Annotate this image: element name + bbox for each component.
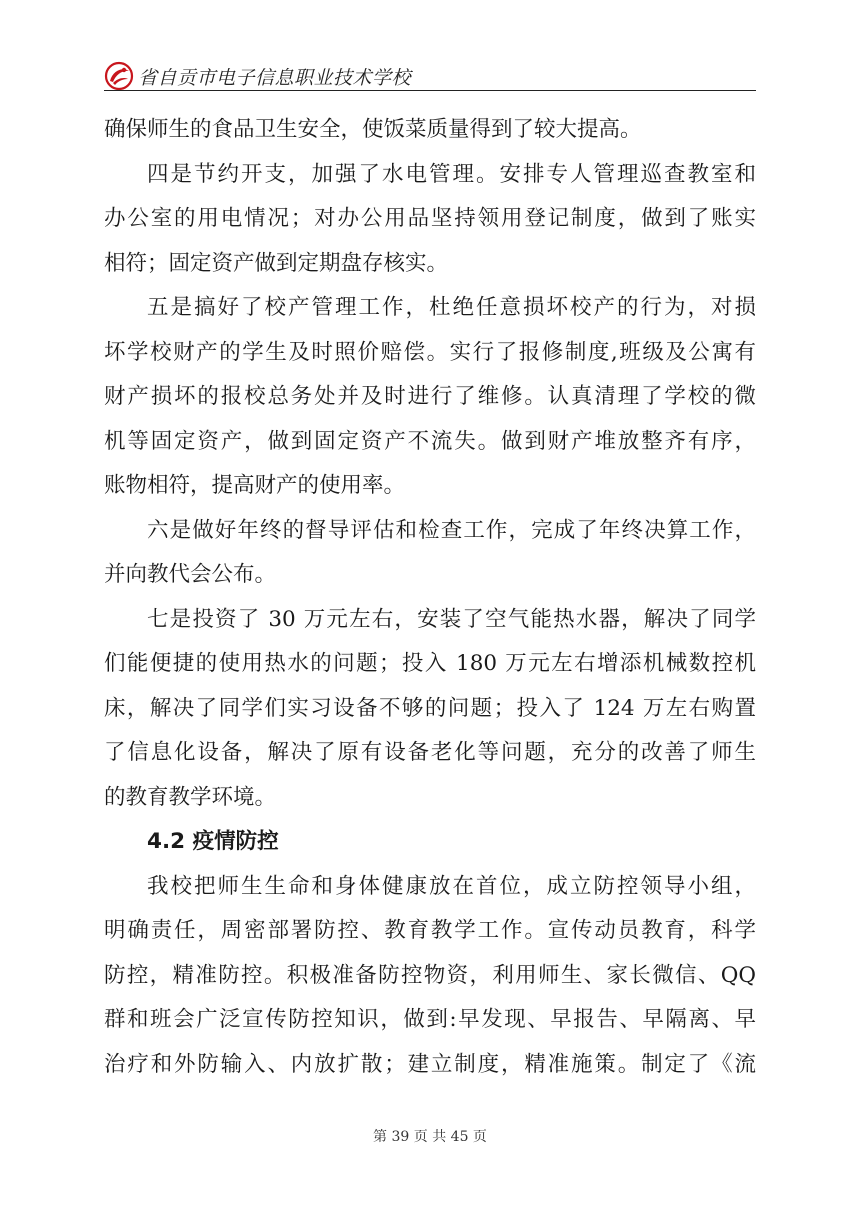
text-line: 七是投资了 30 万元左右，安装了空气能热水器，解决了同学: [147, 606, 756, 632]
text-line: 账物相符，提高财产的使用率。: [104, 473, 406, 498]
section-heading: 4.2 疫情防控: [147, 829, 279, 854]
school-name: 省自贡市电子信息职业技术学校: [138, 67, 412, 89]
text-line: 六是做好年终的督导评估和检查工作，完成了年终决算工作，: [147, 517, 756, 543]
text-line: 办公室的用电情况；对办公用品坚持领用登记制度，做到了账实: [104, 206, 756, 231]
text-line: 们能便捷的使用热水的问题；投入 180 万元左右增添机械数控机: [104, 651, 756, 676]
school-logo-icon: [104, 61, 134, 91]
document-body: [104, 108, 756, 1087]
text-line: 确保师生的食品卫生安全，使饭菜质量得到了较大提高。: [104, 117, 642, 142]
text-line: 床，解决了同学们实习设备不够的问题；投入了 124 万左右购置: [104, 695, 756, 721]
paragraph-block-2: [104, 865, 756, 1088]
page-header: [104, 60, 756, 94]
text-line: 了信息化设备，解决了原有设备老化等问题，充分的改善了师生: [104, 740, 756, 765]
text-line: 财产损坏的报校总务处并及时进行了维修。认真清理了学校的微: [104, 384, 756, 409]
text-line: 五是搞好了校产管理工作，杜绝任意损坏校产的行为，对损: [147, 295, 756, 320]
text-line: 四是节约开支，加强了水电管理。安排专人管理巡查教室和: [147, 161, 756, 187]
text-line: 明确责任，周密部署防控、教育教学工作。宣传动员教育，科学: [104, 918, 756, 943]
page-number: 第 39 页 共 45 页: [373, 1129, 487, 1145]
text-line: 防控，精准防控。积极准备防控物资，利用师生、家长微信、QQ: [104, 962, 756, 988]
text-line: 治疗和外防输入、内放扩散；建立制度，精准施策。制定了《流: [104, 1051, 756, 1077]
header-divider: [104, 90, 756, 91]
text-line: 我校把师生生命和身体健康放在首位，成立防控领导小组，: [147, 873, 756, 899]
text-line: 坏学校财产的学生及时照价赔偿。实行了报修制度,班级及公寓有: [104, 339, 756, 365]
text-line: 群和班会广泛宣传防控知识，做到:早发现、早报告、早隔离、早: [104, 1007, 756, 1032]
paragraph-block-1: [104, 108, 756, 820]
text-line: 的教育教学环境。: [104, 784, 277, 810]
text-line: 机等固定资产，做到固定资产不流失。做到财产堆放整齐有序，: [104, 428, 756, 454]
text-line: 并向教代会公布。: [104, 562, 277, 587]
text-line: 相符；固定资产做到定期盘存核实。: [104, 250, 449, 276]
